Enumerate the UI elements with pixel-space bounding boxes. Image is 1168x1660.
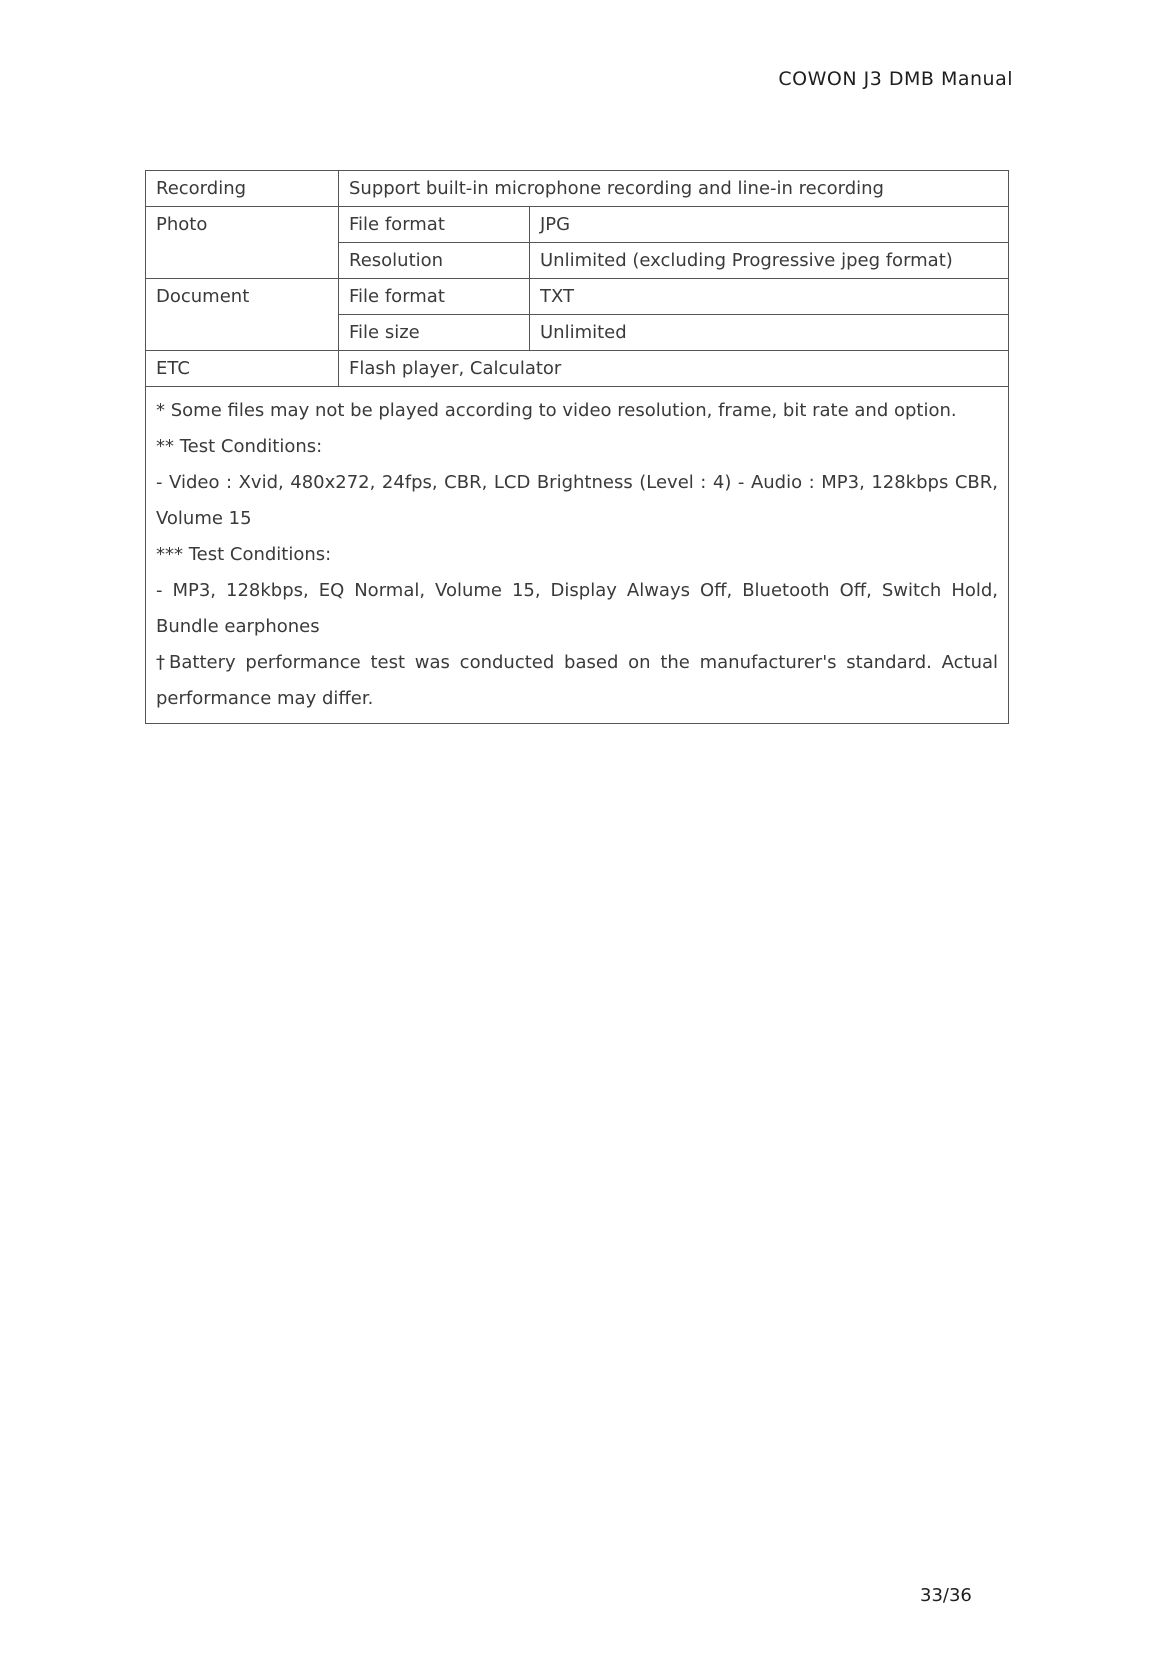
etc-value: Flash player, Calculator (339, 351, 1009, 387)
etc-label: ETC (146, 351, 339, 387)
table-row-document-format (146, 279, 1009, 315)
note-test-conditions-heading-1: ** Test Conditions: (156, 436, 323, 457)
note-playback-footnote: * Some files may not be played according to video resolution, frame, bit rate and option. (156, 400, 957, 421)
note-mp3-conditions: - MP3, 128kbps, EQ Normal, Volume 15, Display Always Off, Bluetooth Off, Switch Hold, Bundle earphones (156, 580, 999, 637)
document-format-label: File format (339, 279, 530, 315)
document-format-value: TXT (530, 279, 1009, 315)
document-size-value: Unlimited (530, 315, 1009, 351)
photo-format-value: JPG (530, 207, 1009, 243)
table-row-recording (146, 171, 1009, 207)
table-row-photo-format (146, 207, 1009, 243)
page-header-title: COWON J3 DMB Manual (778, 68, 1013, 90)
document-label: Document (146, 279, 339, 351)
notes-cell (146, 387, 1009, 724)
photo-resolution-label: Resolution (339, 243, 530, 279)
photo-format-label: File format (339, 207, 530, 243)
table-row-etc (146, 351, 1009, 387)
note-video-audio-conditions: - Video : Xvid, 480x272, 24fps, CBR, LCD Brightness (Level : 4) - Audio : MP3, 128kbps CBR, Volume 15 (156, 472, 999, 529)
recording-value: Support built-in microphone recording and line-in recording (339, 171, 1009, 207)
spec-table (145, 170, 1009, 724)
recording-label: Recording (146, 171, 339, 207)
table-row-notes (146, 387, 1009, 724)
note-battery-disclaimer: †Battery performance test was conducted based on the manufacturer's standard. Actual performance may differ. (156, 652, 999, 709)
photo-label: Photo (146, 207, 339, 279)
page-number: 33/36 (920, 1585, 972, 1606)
note-test-conditions-heading-2: *** Test Conditions: (156, 544, 332, 565)
photo-resolution-value: Unlimited (excluding Progressive jpeg format) (530, 243, 1009, 279)
document-size-label: File size (339, 315, 530, 351)
